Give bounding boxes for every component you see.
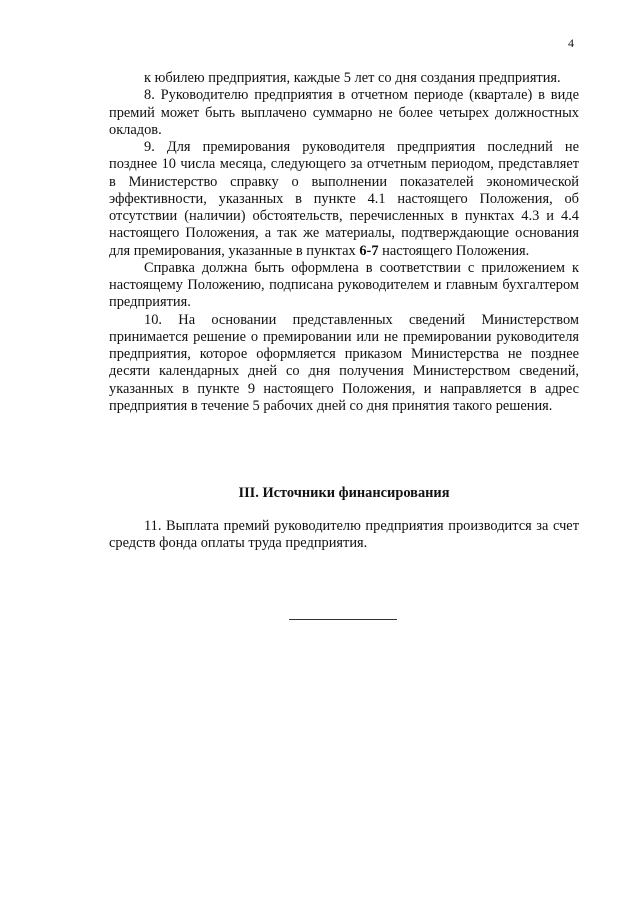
paragraph-item-9-bold-ref: 6-7 [359, 242, 379, 259]
page-number: 4 [568, 36, 574, 50]
paragraph-item-9 [109, 139, 579, 260]
document-body [109, 70, 579, 415]
paragraph-certificate: Справка должна быть оформлена в соответствии с приложением к настоящему Положению, подписана руководителем и главным бухгалтером предприятия. [109, 259, 579, 311]
end-divider [289, 619, 397, 620]
paragraph-item-10: 10. На основании представленных сведений Министерством принимается решение о премировании или не премировании руководителя предприятия, которое оформляется приказом Министерства не позднее десяти календарных дней со дня получения Министерством сведений, указанных в пункте 9 настоящего Положения, и направляется в адрес предприятия в течение 5 рабочих дней со дня принятия такого решения. [109, 311, 579, 414]
paragraph-item-11: 11. Выплата премий руководителю предприятия производится за счет средств фонда оплаты труда предприятия. [109, 518, 579, 552]
section-body [109, 518, 579, 553]
section-heading: III. Источники финансирования [238, 485, 450, 501]
paragraph-jubilee-continuation: к юбилею предприятия, каждые 5 лет со дня создания предприятия. [144, 70, 561, 86]
paragraph-item-9-ending: настоящего Положения. [382, 242, 530, 259]
paragraph-item-9-text: 9. Для премирования руководителя предприятия последний не позднее 10 числа месяца, следующего за отчетным периодом, представляет в Министерство справку о выполнении показателей экономической эффективности, указанных в пункте 4.1 настоящего Положения, об отсутствии (наличии) обстоятельств, перечисленных в пунктах 4.3 и 4.4 настоящего Положения, а так же материалы, подтверждающие основания для премирования, указанные в пунктах [109, 139, 579, 259]
paragraph-item-8: 8. Руководителю предприятия в отчетном периоде (квартале) в виде премий может быть выплачено суммарно не более четырех должностных окладов. [109, 87, 579, 138]
